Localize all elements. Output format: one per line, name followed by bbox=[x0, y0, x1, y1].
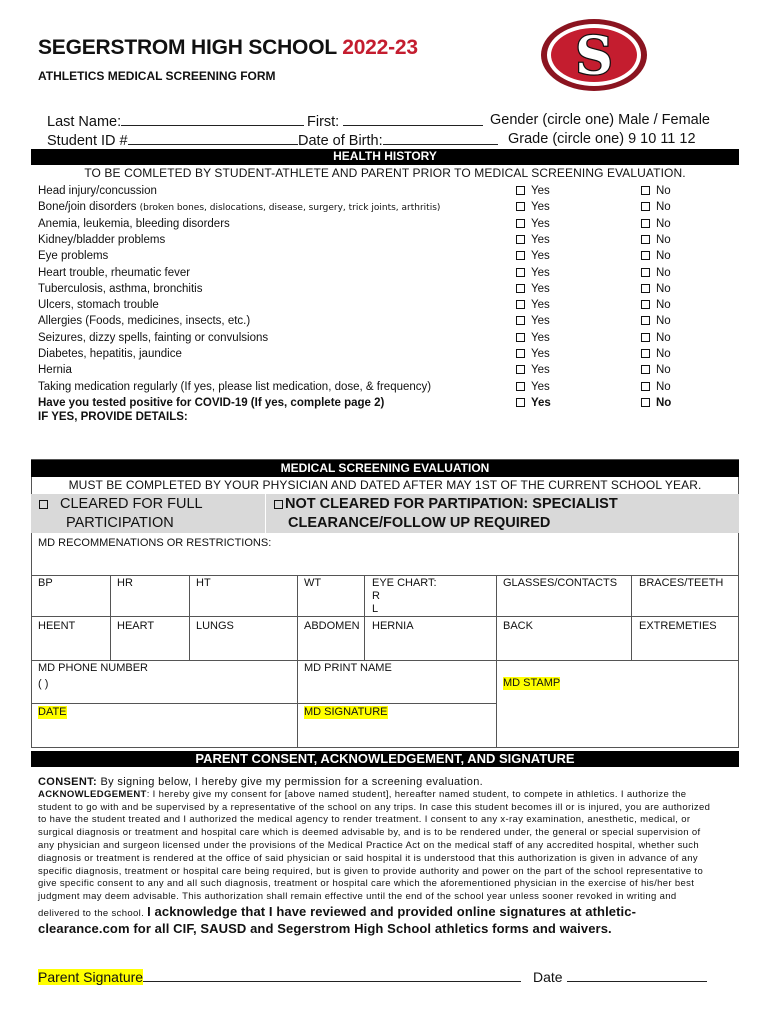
condition-label bbox=[38, 346, 182, 362]
no-option[interactable] bbox=[641, 248, 671, 264]
yes-label: Yes bbox=[531, 299, 550, 312]
student-id-field[interactable] bbox=[128, 131, 298, 145]
no-checkbox[interactable] bbox=[641, 235, 650, 244]
condition-text: Taking medication regularly (If yes, please list medication, dose, & frequency) bbox=[38, 380, 432, 393]
gender-label: Gender (circle one) Male / Female bbox=[490, 112, 710, 128]
condition-text: Anemia, leukemia, bleeding disorders bbox=[38, 217, 230, 230]
no-label: No bbox=[656, 315, 671, 328]
eye-chart-text: EYE CHART: bbox=[372, 577, 437, 589]
acknowledgement-label: ACKNOWLEDGEMENT bbox=[38, 788, 147, 800]
no-checkbox[interactable] bbox=[641, 251, 650, 260]
condition-label bbox=[38, 362, 72, 378]
consent-label: CONSENT: bbox=[38, 776, 98, 788]
student-id-row bbox=[47, 131, 298, 149]
signature-date-label: Date bbox=[532, 969, 563, 985]
md-recommendations-label: MD RECOMMENATIONS OR RESTRICTIONS: bbox=[38, 537, 272, 549]
consent-bar: PARENT CONSENT, ACKNOWLEDGEMENT, AND SIGNATURE bbox=[31, 751, 739, 767]
condition-label bbox=[38, 199, 440, 216]
health-condition-row bbox=[38, 265, 738, 281]
heart-label: HEART bbox=[117, 620, 155, 632]
ht-label: HT bbox=[196, 577, 211, 589]
yes-option[interactable] bbox=[516, 362, 550, 378]
condition-label bbox=[38, 232, 165, 248]
braces-label: BRACES/TEETH bbox=[639, 577, 724, 589]
condition-label bbox=[38, 379, 431, 395]
condition-label bbox=[38, 216, 230, 232]
md-phone-label: MD PHONE NUMBER bbox=[38, 662, 149, 674]
no-checkbox[interactable] bbox=[641, 268, 650, 277]
consent-line bbox=[38, 776, 718, 789]
evaluation-subtitle: MUST BE COMPLETED BY YOUR PHYSICIAN AND DATED AFTER MAY 1ST OF THE CURRENT SCHOOL YEAR. bbox=[68, 478, 702, 492]
yes-option[interactable] bbox=[516, 379, 550, 395]
last-name-label: Last Name: bbox=[47, 114, 122, 130]
glasses-label: GLASSES/CONTACTS bbox=[503, 577, 618, 589]
not-cleared-checkbox[interactable] bbox=[274, 500, 283, 509]
health-condition-row bbox=[38, 346, 738, 362]
no-label: No bbox=[656, 233, 671, 246]
dob-field[interactable] bbox=[383, 131, 498, 145]
no-option[interactable] bbox=[641, 346, 671, 362]
grid-line bbox=[631, 575, 632, 660]
health-history-bar: HEALTH HISTORY bbox=[31, 149, 739, 165]
md-signature-label: MD SIGNATURE bbox=[304, 706, 388, 718]
no-option[interactable] bbox=[641, 265, 671, 281]
yes-option[interactable] bbox=[516, 346, 550, 362]
school-year: 2022-23 bbox=[342, 36, 418, 59]
no-label: No bbox=[656, 364, 671, 377]
condition-label bbox=[38, 183, 157, 199]
eye-left: L bbox=[372, 603, 379, 615]
no-checkbox[interactable] bbox=[641, 300, 650, 309]
form-title bbox=[38, 36, 418, 60]
no-option[interactable] bbox=[641, 297, 671, 313]
cleared-label-2: PARTICIPATION bbox=[66, 515, 174, 531]
no-checkbox[interactable] bbox=[641, 333, 650, 342]
date-label: DATE bbox=[38, 706, 67, 718]
no-label: No bbox=[656, 282, 671, 295]
yes-option[interactable] bbox=[516, 395, 551, 411]
grid-line bbox=[31, 703, 496, 704]
yes-option[interactable] bbox=[516, 232, 550, 248]
condition-text: Diabetes, hepatitis, jaundice bbox=[38, 348, 182, 360]
condition-text: Hernia bbox=[38, 364, 72, 377]
evaluation-bar: MEDICAL SCREENING EVALUATION bbox=[31, 460, 739, 477]
yes-label: Yes bbox=[531, 250, 550, 263]
no-checkbox[interactable] bbox=[641, 316, 650, 325]
no-option[interactable] bbox=[641, 395, 671, 411]
condition-label bbox=[38, 281, 202, 297]
health-condition-row bbox=[38, 362, 738, 378]
hernia-label: HERNIA bbox=[372, 620, 414, 632]
no-option[interactable] bbox=[641, 183, 671, 199]
cleared-option[interactable] bbox=[31, 494, 265, 533]
no-option[interactable] bbox=[641, 199, 671, 215]
condition-text: Head injury/concussion bbox=[38, 185, 157, 197]
condition-text: Kidney/bladder problems bbox=[38, 233, 166, 246]
student-name-row bbox=[47, 112, 304, 130]
yes-label: Yes bbox=[531, 380, 550, 393]
health-condition-row bbox=[38, 281, 738, 297]
last-name-field[interactable] bbox=[121, 112, 304, 126]
grid-line bbox=[297, 575, 298, 748]
condition-label bbox=[38, 248, 108, 264]
yes-checkbox[interactable] bbox=[516, 398, 525, 407]
no-checkbox[interactable] bbox=[641, 202, 650, 211]
condition-label bbox=[38, 395, 384, 411]
md-stamp-label: MD STAMP bbox=[503, 677, 561, 689]
hr-label: HR bbox=[117, 577, 133, 589]
yes-option[interactable] bbox=[516, 297, 550, 313]
yes-label: Yes bbox=[531, 201, 550, 214]
no-checkbox[interactable] bbox=[641, 284, 650, 293]
yes-checkbox[interactable] bbox=[516, 316, 525, 325]
no-label: No bbox=[656, 185, 671, 197]
yes-label: Yes bbox=[531, 364, 550, 377]
condition-text: Tuberculosis, asthma, bronchitis bbox=[38, 282, 203, 295]
grid-line bbox=[31, 660, 739, 661]
health-condition-row bbox=[38, 313, 738, 329]
no-label: No bbox=[656, 250, 671, 263]
health-condition-row bbox=[38, 199, 738, 215]
yes-label: Yes bbox=[531, 331, 550, 344]
grade-label: Grade (circle one) 9 10 11 12 bbox=[508, 131, 696, 147]
abdomen-label: ABDOMEN bbox=[304, 620, 360, 632]
md-print-name-label: MD PRINT NAME bbox=[304, 662, 392, 674]
lungs-label: LUNGS bbox=[196, 620, 234, 632]
yes-checkbox[interactable] bbox=[516, 284, 525, 293]
eye-chart-label bbox=[372, 577, 437, 616]
yes-checkbox[interactable] bbox=[516, 268, 525, 277]
acknowledgement-paragraph bbox=[38, 789, 718, 938]
condition-note: (broken bones, dislocations, disease, surgery, trick joints, arthritis) bbox=[139, 203, 441, 214]
heent-label: HEENT bbox=[38, 620, 76, 632]
first-name-field[interactable] bbox=[343, 112, 483, 126]
yes-checkbox[interactable] bbox=[516, 186, 525, 195]
md-phone-field[interactable]: ( ) bbox=[38, 678, 49, 690]
no-label: No bbox=[656, 396, 672, 409]
bp-label: BP bbox=[38, 577, 53, 589]
if-yes-details: IF YES, PROVIDE DETAILS: bbox=[38, 411, 188, 423]
health-condition-row bbox=[38, 297, 738, 313]
no-label: No bbox=[656, 217, 671, 230]
condition-label bbox=[38, 297, 159, 313]
yes-checkbox[interactable] bbox=[516, 365, 525, 374]
yes-option[interactable] bbox=[516, 199, 550, 215]
no-option[interactable] bbox=[641, 379, 671, 395]
yes-option[interactable] bbox=[516, 265, 550, 281]
no-label: No bbox=[656, 331, 671, 344]
dob-label: Date of Birth: bbox=[298, 133, 383, 149]
parent-signature-label: Parent Signature bbox=[38, 969, 144, 985]
no-option[interactable] bbox=[641, 216, 671, 232]
no-label: No bbox=[656, 380, 671, 393]
no-option[interactable] bbox=[641, 362, 671, 378]
yes-label: Yes bbox=[531, 185, 550, 197]
yes-label: Yes bbox=[531, 348, 550, 360]
yes-option[interactable] bbox=[516, 248, 550, 264]
no-checkbox[interactable] bbox=[641, 219, 650, 228]
no-label: No bbox=[656, 348, 671, 360]
no-label: No bbox=[656, 299, 671, 312]
first-name-label: First: bbox=[307, 114, 340, 130]
yes-label: Yes bbox=[531, 315, 550, 328]
logo-letter: S bbox=[575, 26, 613, 87]
grid-line bbox=[110, 575, 111, 660]
condition-text: Eye problems bbox=[38, 250, 109, 263]
yes-checkbox[interactable] bbox=[516, 349, 525, 358]
no-checkbox[interactable] bbox=[641, 186, 650, 195]
health-condition-row bbox=[38, 183, 738, 199]
student-id-label: Student ID # bbox=[47, 133, 128, 149]
health-history-subtitle: TO BE COMLETED BY STUDENT-ATHLETE AND PARENT PRIOR TO MEDICAL SCREENING EVALUATION. bbox=[84, 166, 686, 180]
no-checkbox[interactable] bbox=[641, 349, 650, 358]
yes-checkbox[interactable] bbox=[516, 382, 525, 391]
no-option[interactable] bbox=[641, 232, 671, 248]
online-acknowledgement: I acknowledge that I have reviewed and provided online signatures at athletic-clearance.com for all CIF, SAUSD and Segerstrom High School athletics forms and waivers. bbox=[38, 903, 637, 936]
form-subtitle: ATHLETICS MEDICAL SCREENING FORM bbox=[38, 69, 276, 83]
condition-text: Bone/join disorders bbox=[38, 201, 137, 214]
yes-checkbox[interactable] bbox=[516, 219, 525, 228]
extremeties-label: EXTREMETIES bbox=[639, 620, 717, 632]
yes-label: Yes bbox=[531, 233, 550, 246]
yes-checkbox[interactable] bbox=[516, 300, 525, 309]
condition-label bbox=[38, 330, 268, 346]
parent-signature-field[interactable] bbox=[143, 968, 521, 982]
health-condition-row bbox=[38, 248, 738, 264]
condition-text: Allergies (Foods, medicines, insects, etc.) bbox=[38, 315, 251, 328]
first-name-row bbox=[307, 112, 483, 130]
yes-label: Yes bbox=[531, 217, 550, 230]
grid-line bbox=[496, 575, 497, 748]
not-cleared-label-2: CLEARANCE/FOLLOW UP REQUIRED bbox=[288, 515, 551, 531]
health-condition-row bbox=[38, 379, 738, 395]
health-condition-row bbox=[38, 216, 738, 232]
no-checkbox[interactable] bbox=[641, 398, 650, 407]
yes-checkbox[interactable] bbox=[516, 235, 525, 244]
yes-checkbox[interactable] bbox=[516, 251, 525, 260]
yes-label: Yes bbox=[531, 282, 550, 295]
condition-label bbox=[38, 313, 250, 329]
condition-text: Ulcers, stomach trouble bbox=[38, 299, 159, 312]
no-label: No bbox=[656, 201, 671, 214]
yes-option[interactable] bbox=[516, 313, 550, 329]
condition-text: Heart trouble, rheumatic fever bbox=[38, 266, 191, 279]
grid-line bbox=[31, 616, 739, 617]
no-option[interactable] bbox=[641, 330, 671, 346]
parent-signature-row bbox=[38, 968, 707, 985]
yes-option[interactable] bbox=[516, 330, 550, 346]
yes-option[interactable] bbox=[516, 216, 550, 232]
yes-checkbox[interactable] bbox=[516, 202, 525, 211]
cleared-label-1: CLEARED FOR FULL bbox=[60, 496, 203, 512]
eye-right: R bbox=[372, 590, 380, 602]
yes-option[interactable] bbox=[516, 183, 550, 199]
signature-date-field[interactable] bbox=[567, 968, 707, 982]
no-checkbox[interactable] bbox=[641, 365, 650, 374]
condition-text: Have you tested positive for COVID-19 (If yes, complete page 2) bbox=[38, 396, 385, 409]
acknowledgement-text: : I hereby give my consent for [above named student], hereafter named student, to compete in athletics. I authorize the student to go with and be supervised by a representative of the school on any trips. In case this student becomes ill or is injured, you are authorized to have the student treated and I authorized the medical agency to render treatment. I consent to any x-ray examination, anesthetic, medical, or surgical diagnosis or treatment and hospital care which is deemed advisable by, and is to be rendered under, the general or special supervision of any physician and surgeon licensed under the provisions of the Medical Practice Act on the medical staff of any accredited hospital, whether such diagnosis or treatment is rendered at the office of said physician or said hospital it is understood that this authorization is given in advance of any specific diagnosis, treatment or hospital care being required, but is given to provide authority and power on the part of the school representative to give specific consent to any and all such diagnosis, treatment or hospital care which the aforementioned physician in the exercise of his/her best judgment may deem advisable. This authorization shall remain effective until the end of the school year unless sooner revoked in writing and delivered to the school. bbox=[38, 788, 711, 919]
health-condition-row bbox=[38, 232, 738, 248]
yes-label: Yes bbox=[531, 266, 550, 279]
condition-label bbox=[38, 265, 190, 281]
yes-checkbox[interactable] bbox=[516, 333, 525, 342]
grid-line bbox=[31, 575, 739, 576]
yes-option[interactable] bbox=[516, 281, 550, 297]
health-condition-row bbox=[38, 395, 738, 411]
no-checkbox[interactable] bbox=[641, 382, 650, 391]
no-option[interactable] bbox=[641, 281, 671, 297]
grid-line bbox=[189, 575, 190, 660]
no-option[interactable] bbox=[641, 313, 671, 329]
grid-line bbox=[364, 575, 365, 660]
wt-label: WT bbox=[304, 577, 322, 589]
school-logo bbox=[539, 17, 649, 93]
no-label: No bbox=[656, 266, 671, 279]
consent-text: By signing below, I hereby give my permission for a screening evaluation. bbox=[100, 776, 484, 788]
school-name: SEGERSTROM HIGH SCHOOL bbox=[38, 36, 337, 59]
condition-text: Seizures, dizzy spells, fainting or convulsions bbox=[38, 331, 269, 344]
back-label: BACK bbox=[503, 620, 533, 632]
consent-section bbox=[38, 776, 718, 938]
not-cleared-option[interactable] bbox=[266, 494, 739, 533]
dob-row bbox=[298, 131, 498, 149]
health-condition-row bbox=[38, 330, 738, 346]
not-cleared-label-1: NOT CLEARED FOR PARTIPATION: SPECIALIST bbox=[285, 496, 618, 512]
cleared-checkbox[interactable] bbox=[39, 500, 48, 509]
yes-label: Yes bbox=[531, 396, 551, 409]
